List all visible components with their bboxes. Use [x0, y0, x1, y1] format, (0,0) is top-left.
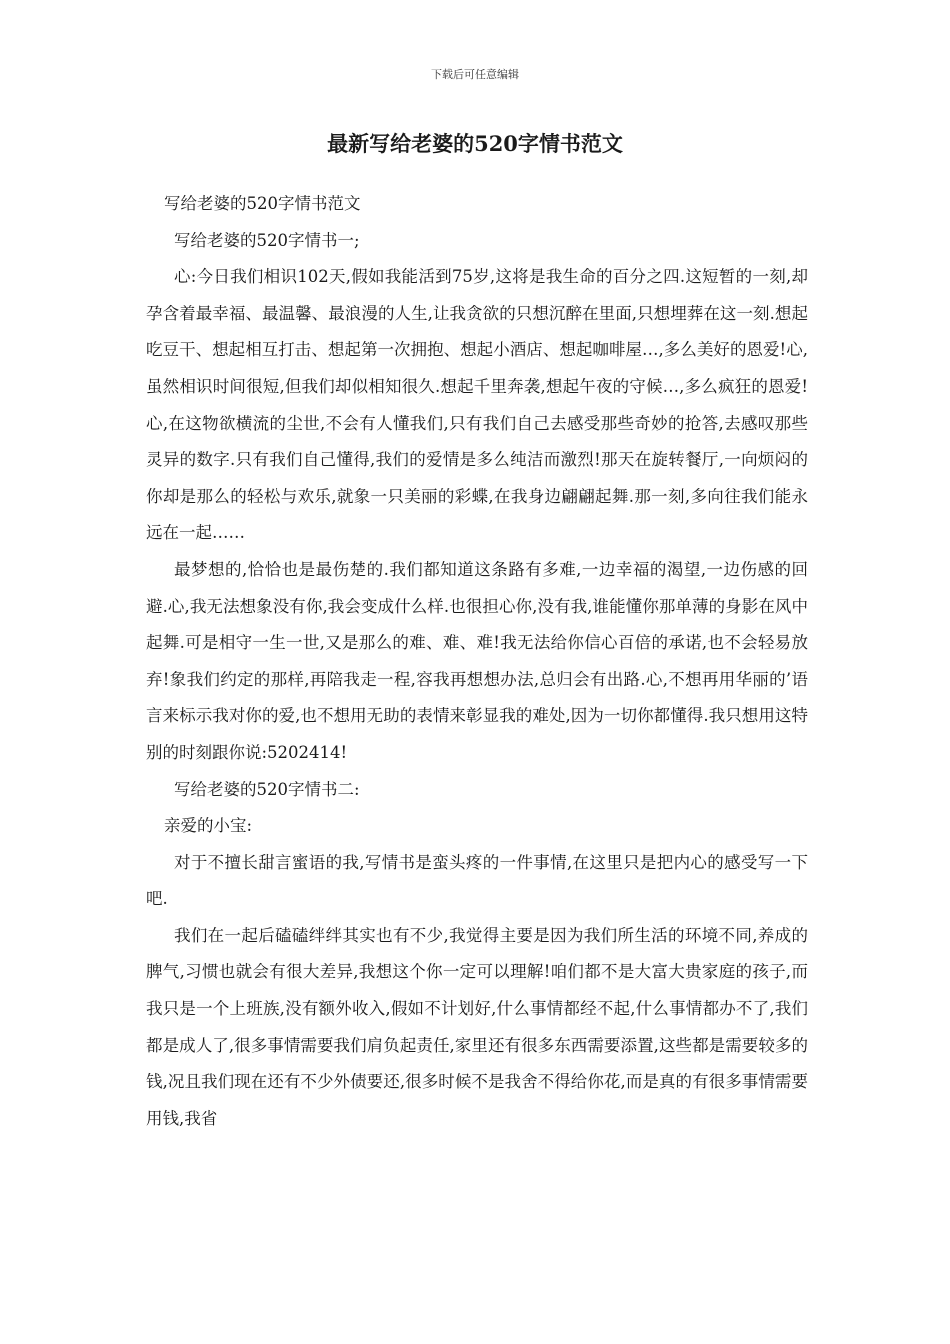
paragraph-letter-one-heading: 写给老婆的520字情书一; [174, 230, 360, 250]
document-title: 最新写给老婆的520字情书范文 [327, 131, 623, 156]
paragraph: 心:今日我们相识102天,假如我能活到75岁,这将是我生命的百分之四.这短暂的一刻,却孕含着最幸福、最温馨、最浪漫的人生,让我贪欲的只想沉醉在里面,只想埋葬在这一刻.想起吃豆干、想起相互打击、想起第一次拥抱、想起小酒店、想起咖啡屋…,多么美好的恩爱!心,虽然相识时间很短,但我们却似相知很久.想起千里奔袭,想起午夜的守候…,多么疯狂的恩爱!心,在这物欲横流的尘世,不会有人懂我们,只有我们自己去感受那些奇妙的抢答,去感叹那些灵异的数字.只有我们自己懂得,我们的爱情是多么纯洁而激烈!那天在旋转餐厅,一向烦闷的你却是那么的轻松与欢乐,就象一只美丽的彩蝶,在我身边翩翩起舞.那一刻,多向往我们能永远在一起…… [146, 267, 808, 543]
paragraph-salutation: 亲爱的小宝: [164, 816, 253, 836]
paragraph: 最梦想的,恰恰也是最伤楚的.我们都知道这条路有多难,一边幸福的渴望,一边伤感的回避.心,我无法想象没有你,我会变成什么样.也很担心你,没有我,谁能懂你那单薄的身影在风中起舞.可是相守一生一世,又是那么的难、难、难!我无法给你信心百倍的承诺,也不会轻易放弃!象我们约定的那样,再陪我走一程,容我再想想办法,总归会有出路.心,不想再用华丽的’语言来标示我对你的爱,也不想用无助的表情来彰显我的难处,因为一切你都懂得.我只想用这特别的时刻跟你说:5202414! [146, 559, 808, 762]
paragraph-subtitle: 写给老婆的520字情书范文 [164, 194, 361, 213]
document-body [146, 186, 808, 1137]
paragraph: 对于不擅长甜言蜜语的我,写情书是蛮头疼的一件事情,在这里只是把内心的感受写一下吧. [146, 852, 808, 909]
paragraph: 我们在一起后磕磕绊绊其实也有不少,我觉得主要是因为我们所生活的环境不同,养成的脾气,习惯也就会有很大差异,我想这个你一定可以理解!咱们都不是大富大贵家庭的孩子,而我只是一个上班族,没有额外收入,假如不计划好,什么事情都经不起,什么事情都办不了,我们都是成人了,很多事情需要我们肩负起责任,家里还有很多东西需要添置,这些都是需要较多的钱,况且我们现在还有不少外债要还,很多时候不是我舍不得给你花,而是真的有很多事情需要用钱,我省 [146, 925, 808, 1128]
page-header-note: 下载后可任意编辑 [431, 68, 519, 81]
paragraph-letter-two-heading: 写给老婆的520字情书二: [174, 779, 360, 799]
